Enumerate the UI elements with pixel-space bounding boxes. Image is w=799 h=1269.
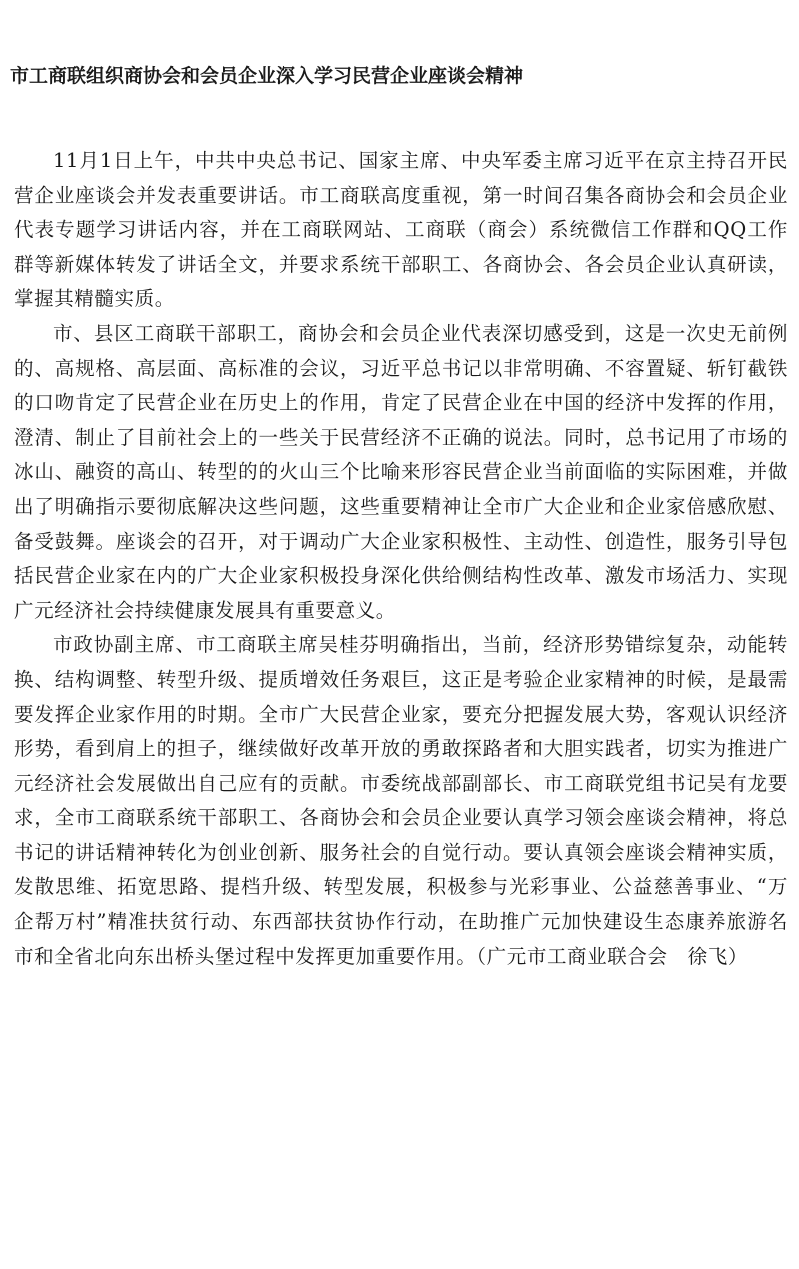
article-body [14, 144, 788, 974]
article-title: 市工商联组织商协会和会员企业深入学习民营企业座谈会精神 [10, 65, 524, 87]
paragraph-3: 市政协副主席、市工商联主席吴桂芬明确指出，当前，经济形势错综复杂，动能转换、结构调整、转型升级、提质增效任务艰巨，这正是考验企业家精神的时候，是最需要发挥企业家作用的时期。全市广大民营企业家，要充分把握发展大势，客观认识经济形势，看到肩上的担子，继续做好改革开放的勇敢探路者和大胆实践者，切实为推进广元经济社会发展做出自己应有的贡献。市委统战部副部长、市工商联党组书记吴有龙要求，全市工商联系统干部职工、各商协会和会员企业要认真学习领会座谈会精神，将总书记的讲话精神转化为创业创新、服务社会的自觉行动。要认真领会座谈会精神实质，发散思维、拓宽思路、提档升级、转型发展，积极参与光彩事业、公益慈善事业、“万企帮万村”精准扶贫行动、东西部扶贫协作行动，在助推广元加快建设生态康养旅游名市和全省北向东出桥头堡过程中发挥更加重要作用。（广元市工商业联合会 徐飞） [14, 633, 788, 968]
paragraph-2: 市、县区工商联干部职工，商协会和会员企业代表深切感受到，这是一次史无前例的、高规格、高层面、高标准的会议，习近平总书记以非常明确、不容置疑、斩钉截铁的口吻肯定了民营企业在历史上的作用，肯定了民营企业在中国的经济中发挥的作用，澄清、制止了目前社会上的一些关于民营经济不正确的说法。同时，总书记用了市场的冰山、融资的高山、转型的的火山三个比喻来形容民营企业当前面临的实际困难，并做出了明确指示要彻底解决这些问题，这些重要精神让全市广大企业和企业家倍感欣慰、备受鼓舞。座谈会的召开，对于调动广大企业家积极性、主动性、创造性，服务引导包括民营企业家在内的广大企业家积极投身深化供给侧结构性改革、激发市场活力、实现广元经济社会持续健康发展具有重要意义。 [14, 321, 788, 622]
paragraph-1: 11月1日上午，中共中央总书记、国家主席、中央军委主席习近平在京主持召开民营企业座谈会并发表重要讲话。市工商联高度重视，第一时间召集各商协会和会员企业代表专题学习讲话内容，并在工商联网站、工商联（商会）系统微信工作群和QQ工作群等新媒体转发了讲话全文，并要求系统干部职工、各商协会、各会员企业认真研读，掌握其精髓实质。 [14, 149, 788, 311]
